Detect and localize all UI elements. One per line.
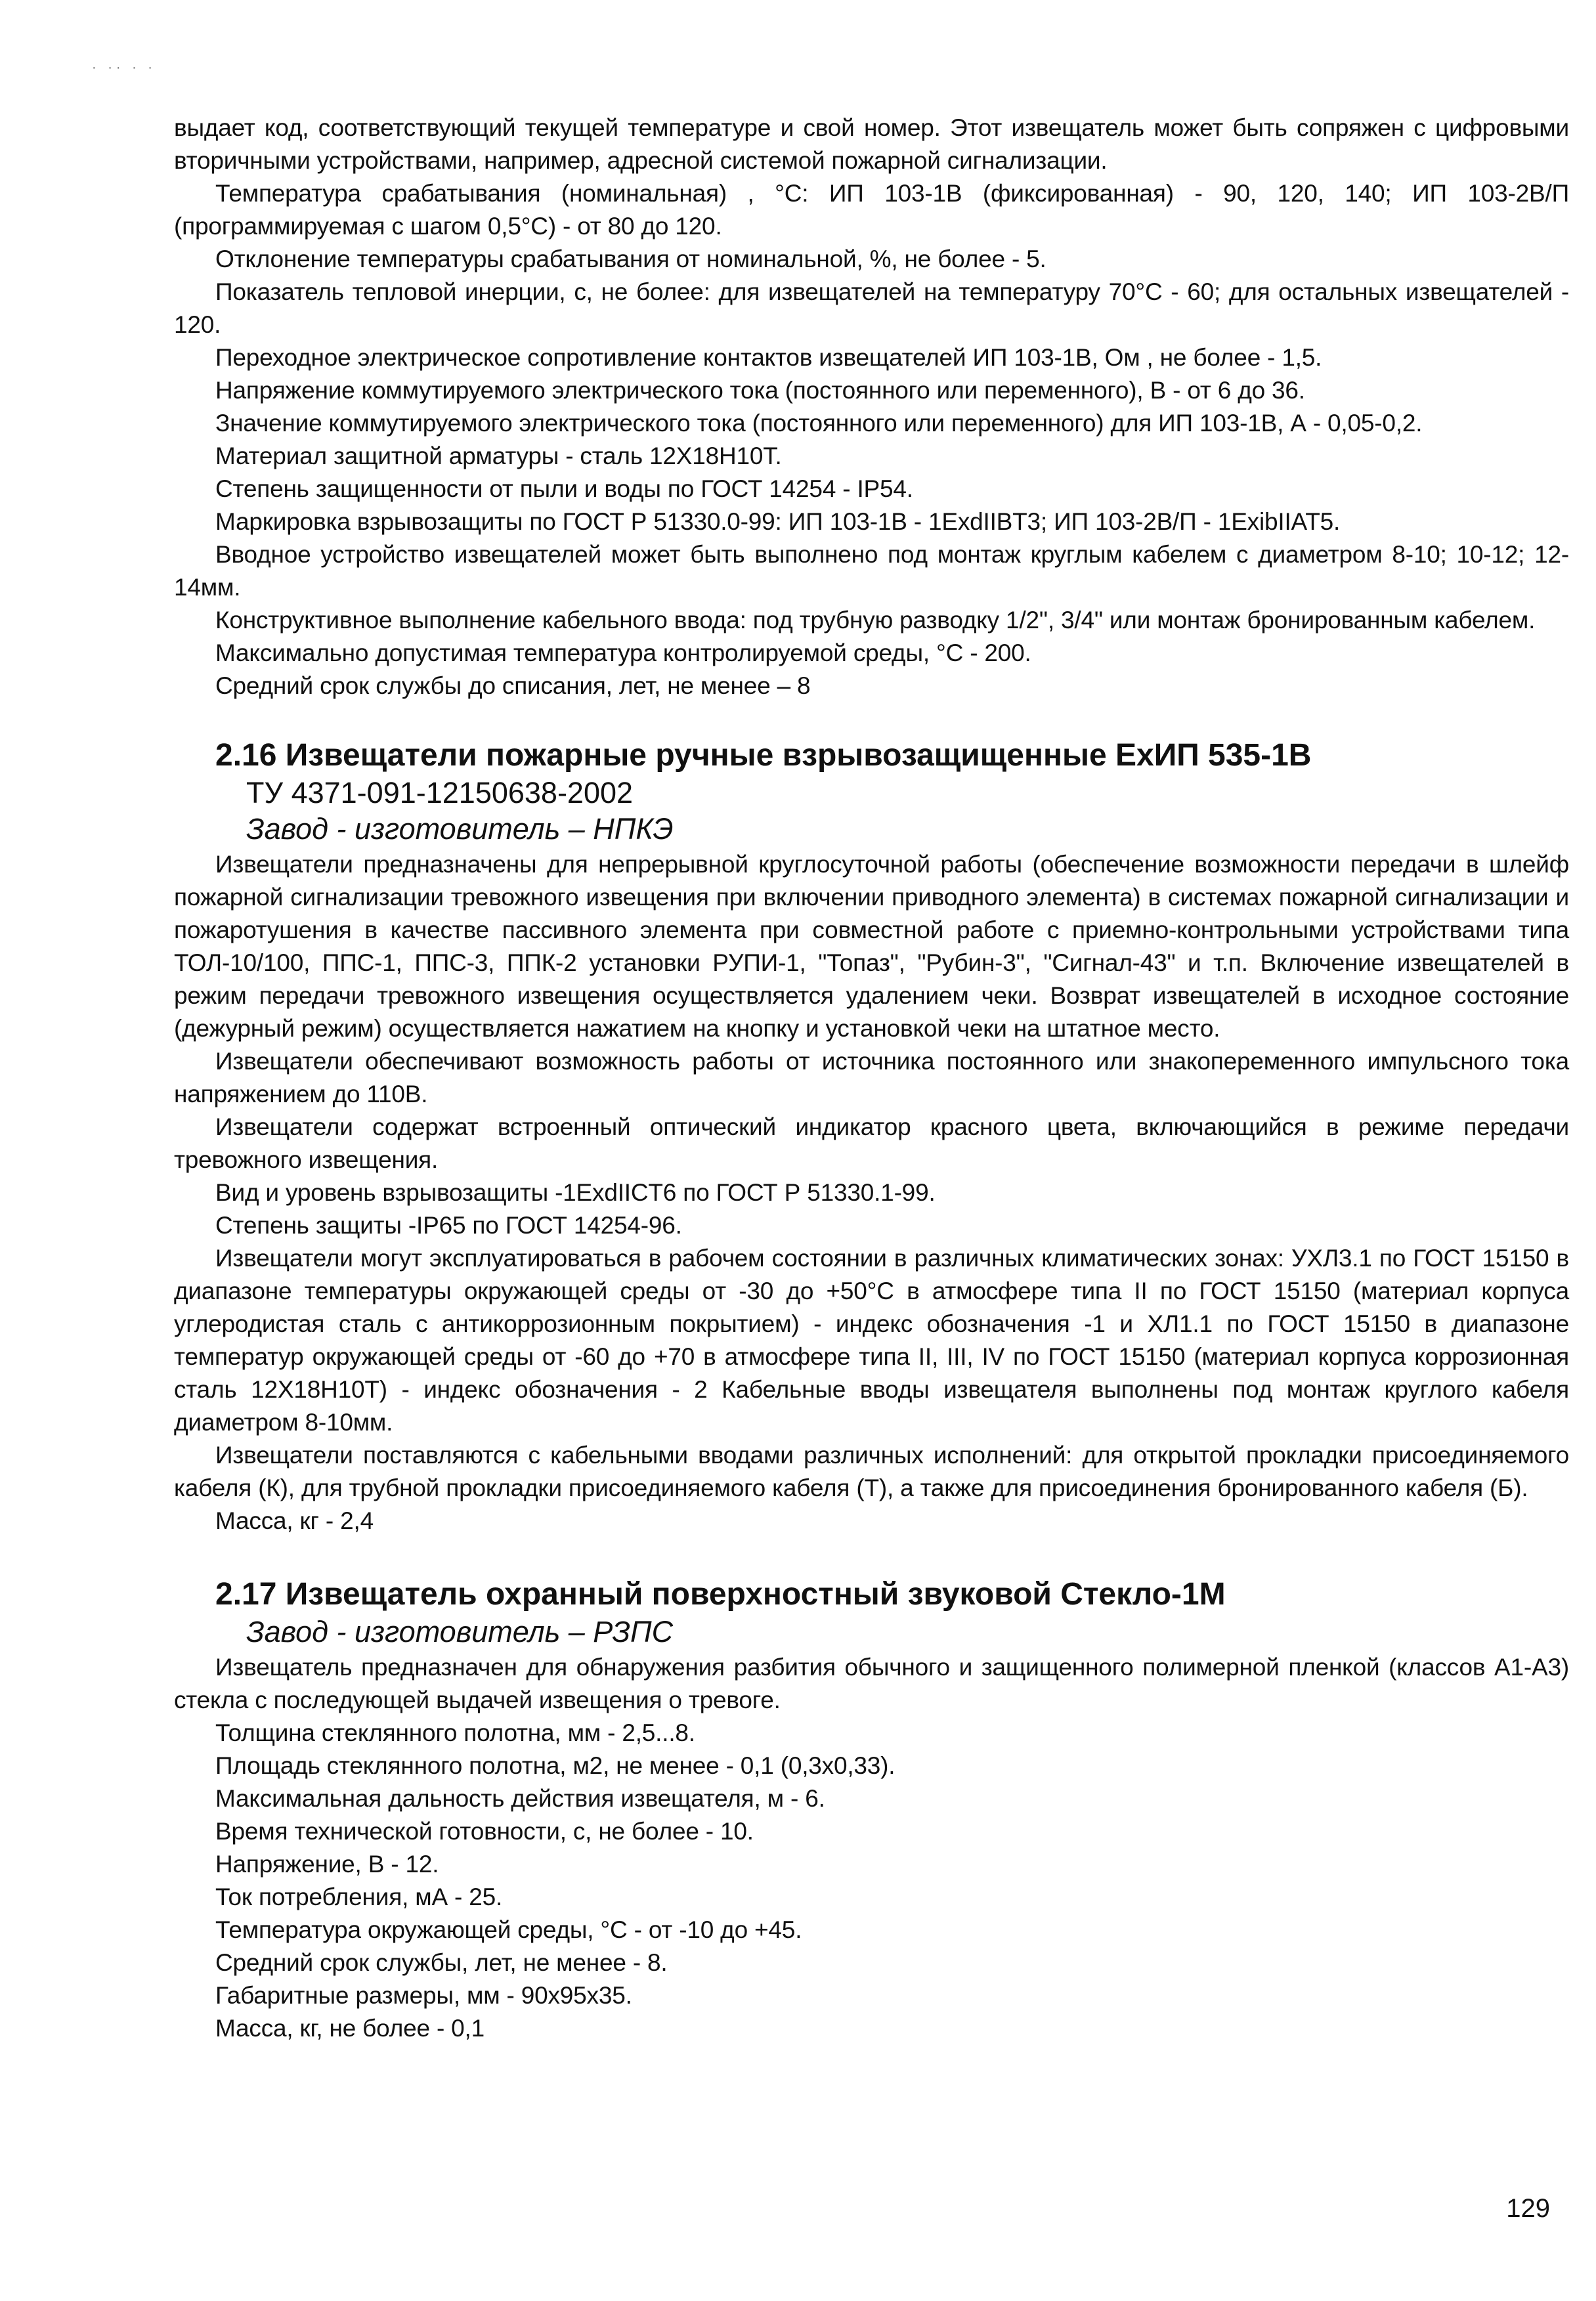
document-page [174, 112, 1569, 2045]
paragraph: Извещатели предназначены для непрерывной круглосуточной работы (обеспечение возможности передачи в шлейф пожарной сигнализации тревожного извещения при включении приводного элемента) в системах пожарной сигнализации и пожаротушения в качестве пассивного элемента при совместной работе с приемно-контрольными устройствами типа ТОЛ-10/100, ППС-1, ППС-3, ППК-2 установки РУПИ-1, "Топаз", "Рубин-3", "Сигнал-43" и т.п. Включение извещателей в режим передачи тревожного извещения осуществляется удалением чеки. Возврат извещателей в исходное состояние (дежурный режим) осуществляется нажатием на кнопку и установкой чеки на штатное место. [174, 851, 1569, 1042]
spec-item: Толщина стеклянного полотна, мм - 2,5...8. [215, 1719, 695, 1746]
paragraph: Степень защищенности от пыли и воды по ГОСТ 14254 - IP54. [215, 475, 913, 502]
section-heading: 2.16 Извещатели пожарные ручные взрывозащищенные ЕхИП 535-1В [215, 738, 1312, 773]
spec-line: ТУ 4371-091-12150638-2002 [246, 776, 634, 809]
scan-artifact-dots: · ·· · · [92, 60, 156, 75]
section-2-17 [174, 1576, 1569, 2045]
paragraph: Показатель тепловой инерции, с, не более: для извещателей на температуру 70°С - 60; для остальных извещателей - 120. [174, 278, 1569, 338]
spec-item: Максимальная дальность действия извещателя, м - 6. [215, 1785, 825, 1812]
paragraph: Средний срок службы до списания, лет, не менее – 8 [215, 672, 811, 699]
spec-item: Масса, кг, не более - 0,1 [215, 2015, 485, 2042]
paragraph: Масса, кг - 2,4 [215, 1507, 374, 1534]
paragraph: Извещатели содержат встроенный оптический индикатор красного цвета, включающийся в режиме передачи тревожного извещения. [174, 1113, 1569, 1173]
paragraph: Извещатель предназначен для обнаружения разбития обычного и защищенного полимерной пленкой (классов А1-А3) стекла с последующей выдачей извещения о тревоге. [174, 1654, 1569, 1713]
spec-item: Габаритные размеры, мм - 90х95х35. [215, 1982, 632, 2009]
paragraph: Максимально допустимая температура контролируемой среды, °С - 200. [215, 639, 1031, 666]
paragraph: Отклонение температуры срабатывания от номинальной, %, не более - 5. [215, 246, 1046, 272]
paragraph: Вводное устройство извещателей может быть выполнено под монтаж круглым кабелем с диаметром 8-10; 10-12; 12-14мм. [174, 541, 1569, 601]
spec-item: Площадь стеклянного полотна, м2, не менее - 0,1 (0,3х0,33). [215, 1752, 895, 1779]
paragraph: Извещатели обеспечивают возможность работы от источника постоянного или знакопеременного импульсного тока напряжением до 110В. [174, 1048, 1569, 1107]
paragraph: Степень защиты -IP65 по ГОСТ 14254-96. [215, 1212, 682, 1239]
paragraph: Маркировка взрывозащиты по ГОСТ Р 51330.0-99: ИП 103-1В - 1ExdIIBT3; ИП 103-2В/П - 1ExibIIAT5. [215, 508, 1341, 535]
manufacturer-line: Завод - изготовитель – НПКЭ [246, 812, 674, 846]
paragraph: Температура срабатывания (номинальная) , °С: ИП 103-1В (фиксированная) - 90, 120, 140; ИП 103-2В/П (программируемая с шагом 0,5°С) - от 80 до 120. [174, 180, 1569, 240]
paragraph: Материал защитной арматуры - сталь 12Х18Н10Т. [215, 442, 782, 469]
section-2-16 [174, 737, 1569, 1538]
paragraph: Переходное электрическое сопротивление контактов извещателей ИП 103-1В, Ом , не более - 1,5. [215, 344, 1322, 371]
page-number: 129 [1506, 2194, 1550, 2223]
paragraph: Извещатели могут эксплуатироваться в рабочем состоянии в различных климатических зонах: УХЛ3.1 по ГОСТ 15150 в диапазоне температуры окружающей среды от -30 до +50°С в атмосфере типа II по ГОСТ 15150 (материал корпуса углеродистая сталь с антикоррозионным покрытием) - индекс обозначения -1 и ХЛ1.1 по ГОСТ 15150 в диапазоне температур окружающей среды от -60 до +70 в атмосфере типа II, III, IV по ГОСТ 15150 (материал корпуса коррозионная сталь 12Х18Н10Т) - индекс обозначения - 2 Кабельные вводы извещателя выполнены под монтаж круглого кабеля диаметром 8-10мм. [174, 1245, 1569, 1436]
paragraph: выдает код, соответствующий текущей температуре и свой номер. Этот извещатель может быть сопряжен с цифровыми вторичными устройствами, например, адресной системой пожарной сигнализации. [174, 114, 1569, 174]
paragraph: Напряжение коммутируемого электрического тока (постоянного или переменного), В - от 6 до 36. [215, 377, 1305, 404]
spec-item: Средний срок службы, лет, не менее - 8. [215, 1949, 668, 1976]
paragraph: Конструктивное выполнение кабельного ввода: под трубную разводку 1/2", 3/4" или монтаж бронированным кабелем. [215, 607, 1536, 634]
paragraph: Вид и уровень взрывозащиты -1ExdIICT6 по ГОСТ Р 51330.1-99. [215, 1179, 936, 1206]
spec-item: Напряжение, В - 12. [215, 1851, 439, 1878]
spec-item: Ток потребления, мА - 25. [215, 1883, 503, 1910]
paragraph: Значение коммутируемого электрического тока (постоянного или переменного) для ИП 103-1В, А - 0,05-0,2. [215, 410, 1423, 437]
paragraph: Извещатели поставляются с кабельными вводами различных исполнений: для открытой прокладки присоединяемого кабеля (К), для трубной прокладки присоединяемого кабеля (Т), а также для присоединения бронированного кабеля (Б). [174, 1442, 1569, 1501]
section-heading: 2.17 Извещатель охранный поверхностный звуковой Стекло-1М [215, 1577, 1226, 1612]
spec-item: Температура окружающей среды, °С - от -10 до +45. [215, 1916, 802, 1943]
spec-item: Время технической готовности, с, не более - 10. [215, 1818, 754, 1845]
intro-block [174, 112, 1569, 702]
manufacturer-line: Завод - изготовитель – РЗПС [246, 1615, 674, 1648]
